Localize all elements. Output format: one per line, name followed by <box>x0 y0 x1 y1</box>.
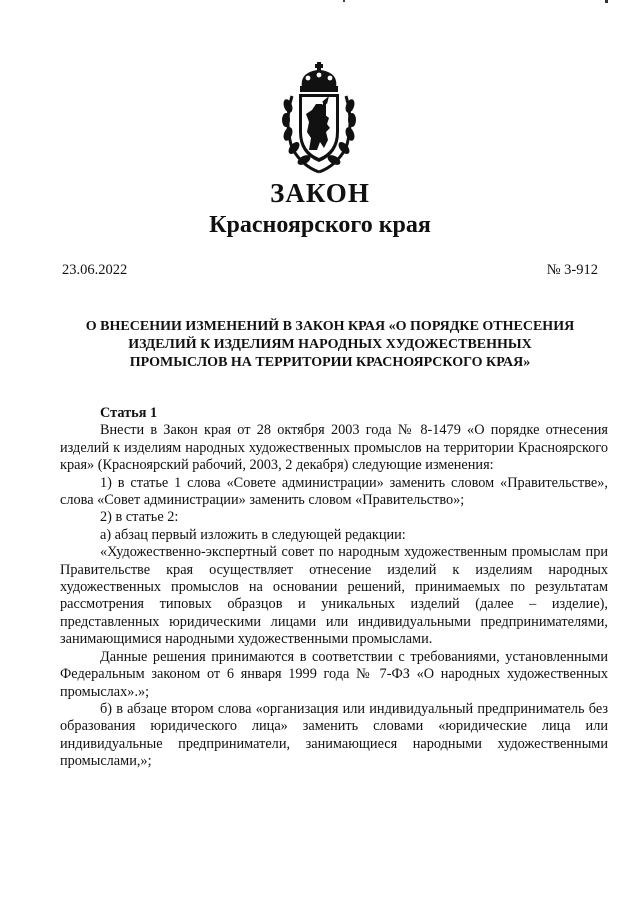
scan-mark <box>605 0 608 3</box>
document-title: ЗАКОН <box>270 178 370 208</box>
paragraph: «Художественно-экспертный совет по народным художественным промыслам при Правительстве края осуществляет отнесение изделий к изделиям народных художественных промыслов на основании решений, принимаемых по результатам рассмотрения типовых образцов и уникальных изделий (далее – изделие), представленных юридическими лицами или индивидуальными предпринимателями, занимающимися народными художественными промыслами. <box>60 544 608 648</box>
law-date: 23.06.2022 <box>62 262 128 278</box>
law-heading-line: О ВНЕСЕНИИ ИЗМЕНЕНИЙ В ЗАКОН КРАЯ «О ПОРЯДКЕ ОТНЕСЕНИЯ <box>85 319 575 334</box>
law-heading <box>60 318 600 372</box>
document-subtitle: Красноярского края <box>209 212 431 238</box>
law-heading-line: ИЗДЕЛИЙ К ИЗДЕЛИЯМ НАРОДНЫХ ХУДОЖЕСТВЕННЫХ <box>128 337 532 352</box>
paragraph: Внести в Закон края от 28 октября 2003 года № 8-1479 «О порядке отнесения изделий к изделиям народных художественных промыслов на территории Красноярского края» (Красноярский рабочий, 2003, 2 декабря) следующие изменения: <box>60 422 608 474</box>
krasnoyarsk-coat-of-arms-icon <box>282 62 356 174</box>
scan-mark <box>343 0 345 2</box>
article-title: Статья 1 <box>100 405 158 421</box>
paragraph: а) абзац первый изложить в следующей редакции: <box>100 526 406 543</box>
paragraph: 1) в статье 1 слова «Совете администрации» заменить словом «Правительстве», слова «Совет администрации» заменить словом «Правительство»; <box>60 474 608 509</box>
paragraph: 2) в статье 2: <box>100 509 179 526</box>
law-body <box>60 405 608 771</box>
law-heading-line: ПРОМЫСЛОВ НА ТЕРРИТОРИИ КРАСНОЯРСКОГО КРАЯ» <box>129 355 531 370</box>
paragraph: Данные решения принимаются в соответствии с требованиями, установленными Федеральным законом от 6 января 1999 года № 7-ФЗ «О народных художественных промыслах».»; <box>60 648 608 700</box>
paragraph: б) в абзаце втором слова «организация или индивидуальный предприниматель без образования юридического лица» заменить словами «юридические лица или индивидуальные предприниматели, занимающиеся народными художественными промыслами,»; <box>60 700 608 770</box>
law-number: № 3-912 <box>546 262 598 278</box>
